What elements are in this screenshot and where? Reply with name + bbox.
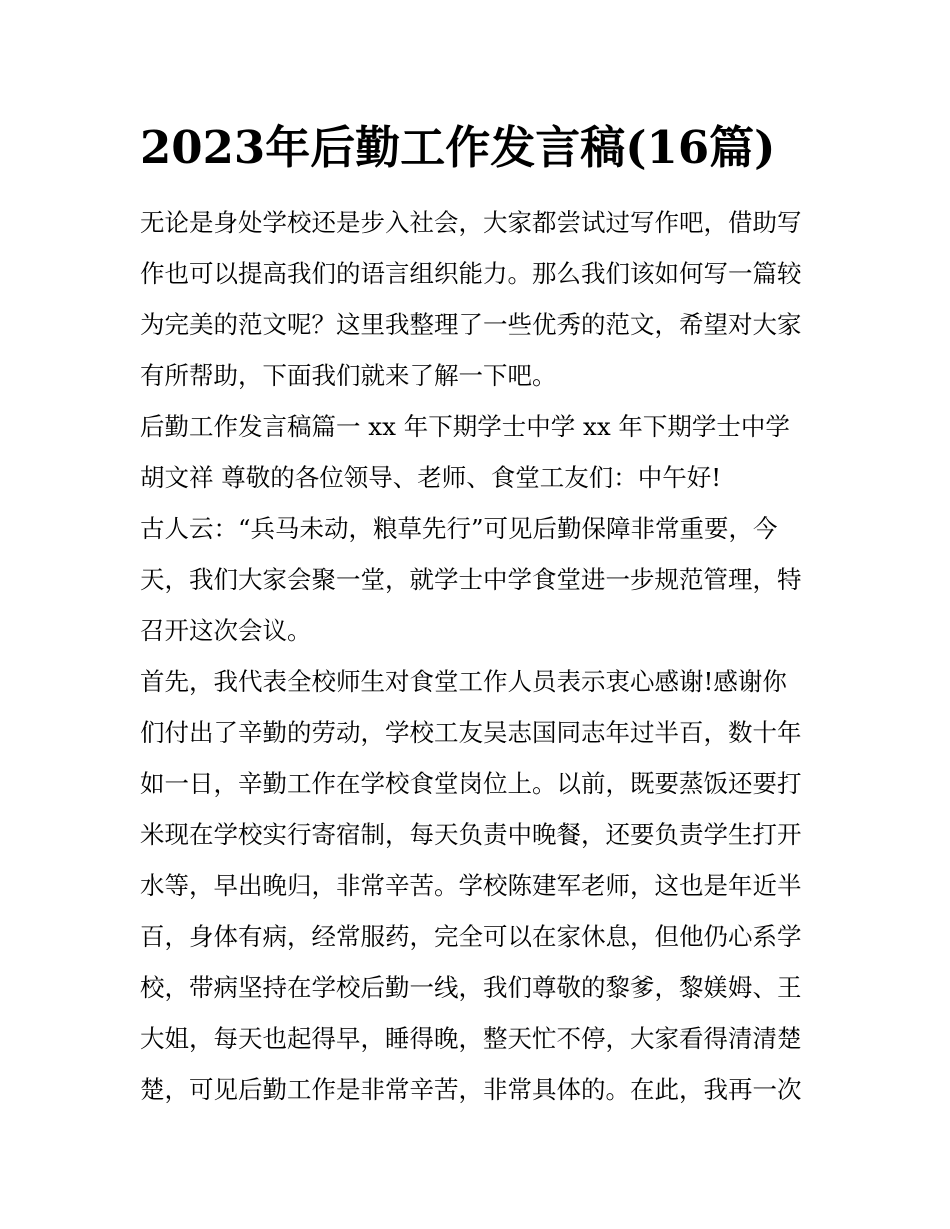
paragraph-intro: 无论是身处学校还是步入社会，大家都尝试过写作吧，借助写 作也可以提高我们的语言组织能力。那么我们该如何写一篇较 为完美的范文呢？这里我整理了一些优秀的范文，希望对大家 有所帮助，下面我们就来了解一下吧。 [140, 208, 802, 390]
paragraph-ancient-saying: 古人云：“兵马未动，粮草先行”可见后勤保障非常重要，今 天，我们大家会聚一堂，就学士中学食堂进一步规范管理，特 召开这次会议。 [140, 514, 802, 645]
paragraph-thanks: 首先，我代表全校师生对食堂工作人员表示衷心感谢!感谢你 们付出了辛勤的劳动，学校工友吴志国同志年过半百，数十年 如一日，辛勤工作在学校食堂岗位上。以前，既要蒸饭还要打 米现在学校实行寄宿制，每天负责中晚餐，还要负责学生打开 水等，早出晚归，非常辛苦。学校陈建军老师，这也是年近半 百，身体有病，经常服药，完全可以在家休息，但他仍心系学 校，带病坚持在学校后勤一线，我们尊敬的黎爹，黎媄姆、王 大姐，每天也起得早，睡得晚，整天忙不停，大家看得清清楚 楚，可见后勤工作是非常辛苦，非常具体的。在此，我再一次 [140, 667, 802, 1104]
document-title: 2023年后勤工作发言稿(16篇) [140, 121, 776, 174]
paragraph-speech-header: 后勤工作发言稿篇一 xx 年下期学士中学 xx 年下期学士中学 胡文祥 尊敬的各位领导、老师、食堂工友们：中午好! [140, 412, 790, 492]
